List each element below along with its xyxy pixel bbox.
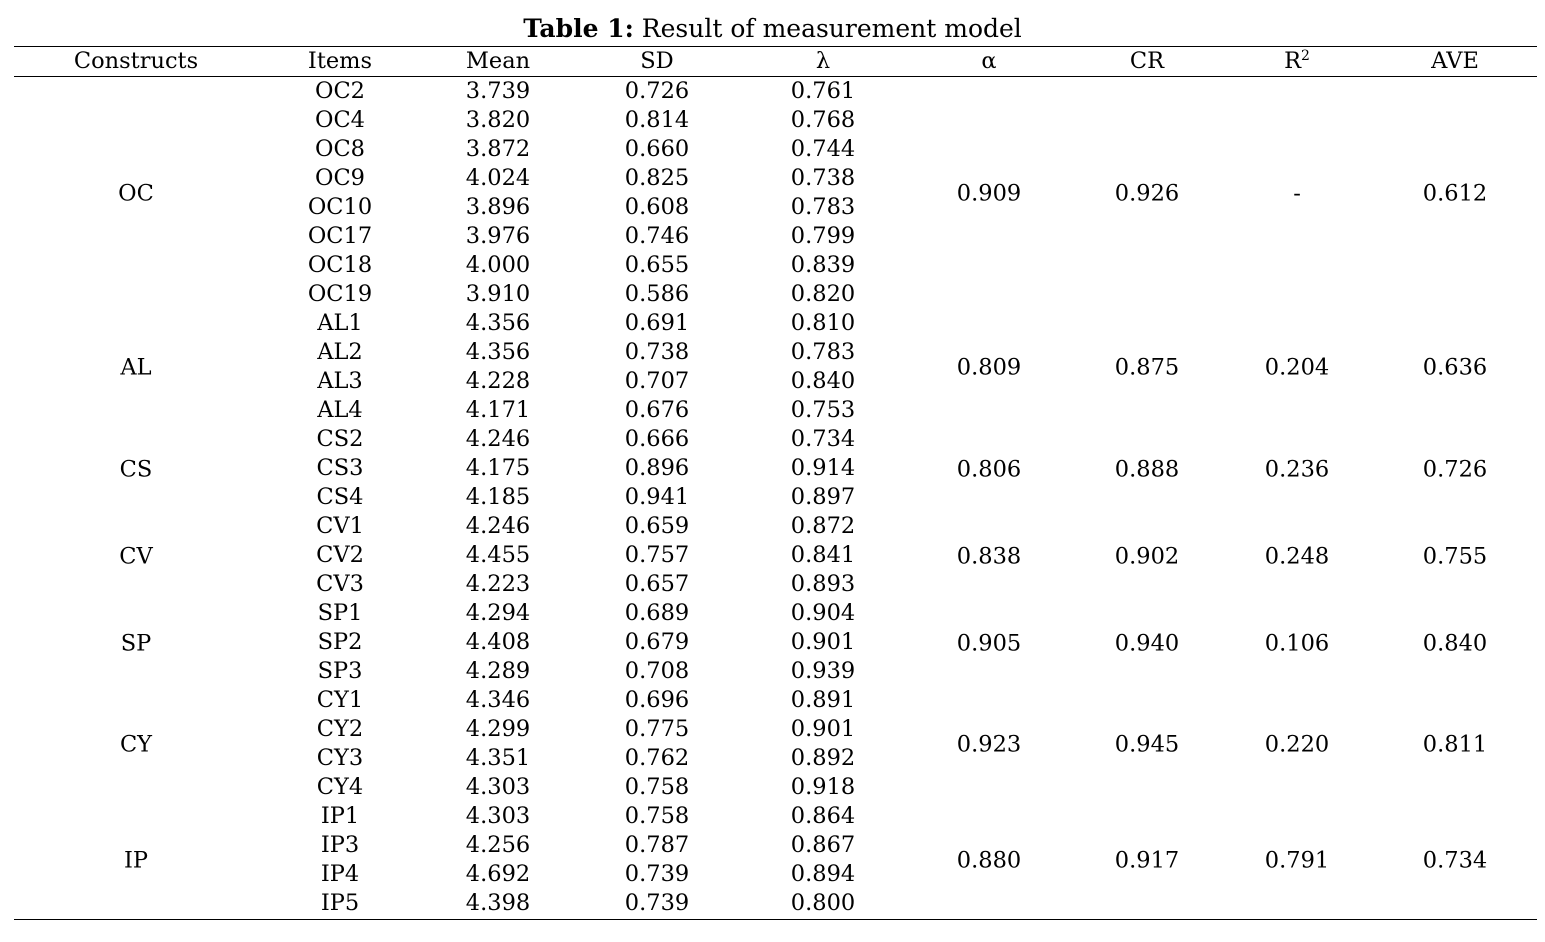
cell-mean: 4.351 <box>465 745 531 771</box>
cell-construct: CS <box>119 456 153 482</box>
table-bottom-rule <box>14 919 1537 920</box>
header-mean: Mean <box>465 48 531 74</box>
cell-alpha: 0.880 <box>956 847 1022 874</box>
header-cr: CR <box>1129 48 1165 74</box>
cell-sd: 0.775 <box>624 716 690 742</box>
cell-item: OC9 <box>315 165 365 191</box>
cell-mean: 4.294 <box>465 600 531 626</box>
cell-r2: 0.791 <box>1264 847 1330 874</box>
cell-item: AL1 <box>317 310 363 336</box>
cell-construct: CV <box>119 543 153 569</box>
cell-item: AL3 <box>317 368 363 394</box>
cell-item: OC8 <box>315 136 365 162</box>
cell-lambda: 0.939 <box>790 658 856 684</box>
cell-ave: 0.612 <box>1422 180 1488 207</box>
cell-sd: 0.787 <box>624 832 690 858</box>
cell-lambda: 0.918 <box>790 774 856 800</box>
cell-mean: 4.303 <box>465 803 531 829</box>
cell-sd: 0.758 <box>624 774 690 800</box>
cell-lambda: 0.839 <box>790 252 856 278</box>
cell-item: CY2 <box>316 716 364 742</box>
cell-mean: 4.408 <box>465 629 531 655</box>
cell-mean: 4.000 <box>465 252 531 278</box>
cell-item: SP3 <box>317 658 363 684</box>
cell-construct: AL <box>120 354 152 381</box>
cell-cr: 0.888 <box>1114 456 1180 482</box>
cell-lambda: 0.734 <box>790 426 856 452</box>
cell-cr: 0.940 <box>1114 630 1180 656</box>
cell-item: OC4 <box>315 107 365 133</box>
cell-lambda: 0.894 <box>790 861 856 887</box>
cell-item: IP1 <box>320 803 360 829</box>
cell-r2: 0.204 <box>1264 354 1330 381</box>
cell-lambda: 0.891 <box>790 687 856 713</box>
cell-mean: 3.872 <box>465 136 531 162</box>
cell-mean: 4.024 <box>465 165 531 191</box>
cell-mean: 3.896 <box>465 194 531 220</box>
header-lambda: λ <box>815 48 831 74</box>
cell-alpha: 0.838 <box>956 543 1022 569</box>
cell-lambda: 0.892 <box>790 745 856 771</box>
header-items: Items <box>307 48 373 74</box>
cell-lambda: 0.841 <box>790 542 856 568</box>
cell-ave: 0.726 <box>1422 456 1488 482</box>
cell-r2: 0.220 <box>1264 731 1330 758</box>
cell-mean: 4.356 <box>465 310 531 336</box>
cell-sd: 0.608 <box>624 194 690 220</box>
cell-lambda: 0.799 <box>790 223 856 249</box>
cell-mean: 4.246 <box>465 426 531 452</box>
cell-sd: 0.676 <box>624 397 690 423</box>
cell-sd: 0.679 <box>624 629 690 655</box>
cell-item: IP4 <box>320 861 360 887</box>
cell-item: CY1 <box>316 687 364 713</box>
cell-sd: 0.762 <box>624 745 690 771</box>
cell-item: OC10 <box>307 194 373 220</box>
cell-item: AL4 <box>317 397 363 423</box>
cell-sd: 0.660 <box>624 136 690 162</box>
cell-ave: 0.734 <box>1422 847 1488 874</box>
cell-lambda: 0.783 <box>790 194 856 220</box>
cell-sd: 0.746 <box>624 223 690 249</box>
cell-item: OC17 <box>307 223 373 249</box>
cell-sd: 0.657 <box>624 571 690 597</box>
cell-construct: OC <box>118 180 154 207</box>
cell-sd: 0.757 <box>624 542 690 568</box>
cell-mean: 4.256 <box>465 832 531 858</box>
cell-item: SP1 <box>317 600 363 626</box>
cell-item: SP2 <box>317 629 363 655</box>
cell-sd: 0.691 <box>624 310 690 336</box>
cell-cr: 0.875 <box>1114 354 1180 381</box>
header-alpha: α <box>981 48 997 74</box>
cell-item: IP5 <box>320 890 360 916</box>
header-r2 <box>1284 47 1310 76</box>
cell-ave: 0.755 <box>1422 543 1488 569</box>
cell-ave: 0.811 <box>1422 731 1488 758</box>
cell-item: CY4 <box>316 774 364 800</box>
cell-cr: 0.945 <box>1114 731 1180 758</box>
cell-sd: 0.814 <box>624 107 690 133</box>
cell-lambda: 0.768 <box>790 107 856 133</box>
cell-lambda: 0.810 <box>790 310 856 336</box>
cell-r2: 0.236 <box>1264 456 1330 482</box>
cell-mean: 4.171 <box>465 397 531 423</box>
cell-mean: 3.976 <box>465 223 531 249</box>
cell-lambda: 0.901 <box>790 629 856 655</box>
cell-cr: 0.902 <box>1114 543 1180 569</box>
cell-mean: 4.398 <box>465 890 531 916</box>
cell-alpha: 0.923 <box>956 731 1022 758</box>
cell-lambda: 0.800 <box>790 890 856 916</box>
cell-item: OC18 <box>307 252 373 278</box>
cell-lambda: 0.753 <box>790 397 856 423</box>
cell-sd: 0.689 <box>624 600 690 626</box>
cell-sd: 0.655 <box>624 252 690 278</box>
cell-item: IP3 <box>320 832 360 858</box>
cell-lambda: 0.893 <box>790 571 856 597</box>
cell-sd: 0.666 <box>624 426 690 452</box>
cell-sd: 0.659 <box>624 513 690 539</box>
cell-sd: 0.726 <box>624 78 690 104</box>
cell-item: CY3 <box>316 745 364 771</box>
header-sd: SD <box>640 48 674 74</box>
header-r2-base: R <box>1284 48 1302 74</box>
cell-item: CV3 <box>316 571 364 597</box>
cell-lambda: 0.904 <box>790 600 856 626</box>
measurement-table <box>14 46 1537 920</box>
cell-mean: 4.455 <box>465 542 531 568</box>
cell-r2: - <box>1293 180 1301 207</box>
cell-construct: SP <box>120 630 152 656</box>
cell-mean: 4.303 <box>465 774 531 800</box>
cell-ave: 0.636 <box>1422 354 1488 381</box>
header-ave: AVE <box>1431 48 1479 74</box>
cell-lambda: 0.864 <box>790 803 856 829</box>
cell-mean: 4.692 <box>465 861 531 887</box>
cell-lambda: 0.840 <box>790 368 856 394</box>
cell-lambda: 0.897 <box>790 484 856 510</box>
cell-mean: 3.910 <box>465 281 531 307</box>
cell-sd: 0.708 <box>624 658 690 684</box>
cell-lambda: 0.820 <box>790 281 856 307</box>
cell-construct: CY <box>119 731 153 758</box>
cell-sd: 0.696 <box>624 687 690 713</box>
cell-alpha: 0.806 <box>956 456 1022 482</box>
cell-sd: 0.707 <box>624 368 690 394</box>
cell-mean: 4.185 <box>465 484 531 510</box>
cell-item: CS2 <box>316 426 364 452</box>
table-caption-text: Result of measurement model <box>633 14 1022 43</box>
cell-cr: 0.926 <box>1114 180 1180 207</box>
cell-lambda: 0.901 <box>790 716 856 742</box>
cell-item: OC19 <box>307 281 373 307</box>
table-caption <box>0 12 1545 46</box>
cell-mean: 4.289 <box>465 658 531 684</box>
cell-sd: 0.738 <box>624 339 690 365</box>
cell-lambda: 0.872 <box>790 513 856 539</box>
cell-mean: 4.175 <box>465 455 531 481</box>
cell-lambda: 0.761 <box>790 78 856 104</box>
cell-item: CS4 <box>316 484 364 510</box>
cell-alpha: 0.905 <box>956 630 1022 656</box>
cell-lambda: 0.744 <box>790 136 856 162</box>
cell-item: OC2 <box>315 78 365 104</box>
cell-item: CS3 <box>316 455 364 481</box>
cell-mean: 4.246 <box>465 513 531 539</box>
cell-mean: 4.228 <box>465 368 531 394</box>
cell-mean: 4.223 <box>465 571 531 597</box>
cell-item: AL2 <box>317 339 363 365</box>
cell-sd: 0.941 <box>624 484 690 510</box>
cell-item: CV1 <box>316 513 364 539</box>
cell-mean: 4.346 <box>465 687 531 713</box>
cell-item: CV2 <box>316 542 364 568</box>
cell-sd: 0.758 <box>624 803 690 829</box>
cell-r2: 0.248 <box>1264 543 1330 569</box>
cell-lambda: 0.738 <box>790 165 856 191</box>
cell-mean: 3.820 <box>465 107 531 133</box>
cell-sd: 0.896 <box>624 455 690 481</box>
cell-lambda: 0.867 <box>790 832 856 858</box>
cell-sd: 0.739 <box>624 890 690 916</box>
cell-ave: 0.840 <box>1422 630 1488 656</box>
cell-r2: 0.106 <box>1264 630 1330 656</box>
header-r2-superscript: 2 <box>1301 48 1310 64</box>
cell-mean: 3.739 <box>465 78 531 104</box>
cell-construct: IP <box>123 847 149 874</box>
cell-alpha: 0.809 <box>956 354 1022 381</box>
header-constructs: Constructs <box>73 48 199 74</box>
table-caption-label: Table 1: <box>523 14 634 43</box>
cell-mean: 4.299 <box>465 716 531 742</box>
header-bottom-rule <box>14 76 1537 77</box>
cell-cr: 0.917 <box>1114 847 1180 874</box>
cell-lambda: 0.783 <box>790 339 856 365</box>
cell-alpha: 0.909 <box>956 180 1022 207</box>
cell-sd: 0.739 <box>624 861 690 887</box>
cell-lambda: 0.914 <box>790 455 856 481</box>
cell-mean: 4.356 <box>465 339 531 365</box>
cell-sd: 0.825 <box>624 165 690 191</box>
cell-sd: 0.586 <box>624 281 690 307</box>
